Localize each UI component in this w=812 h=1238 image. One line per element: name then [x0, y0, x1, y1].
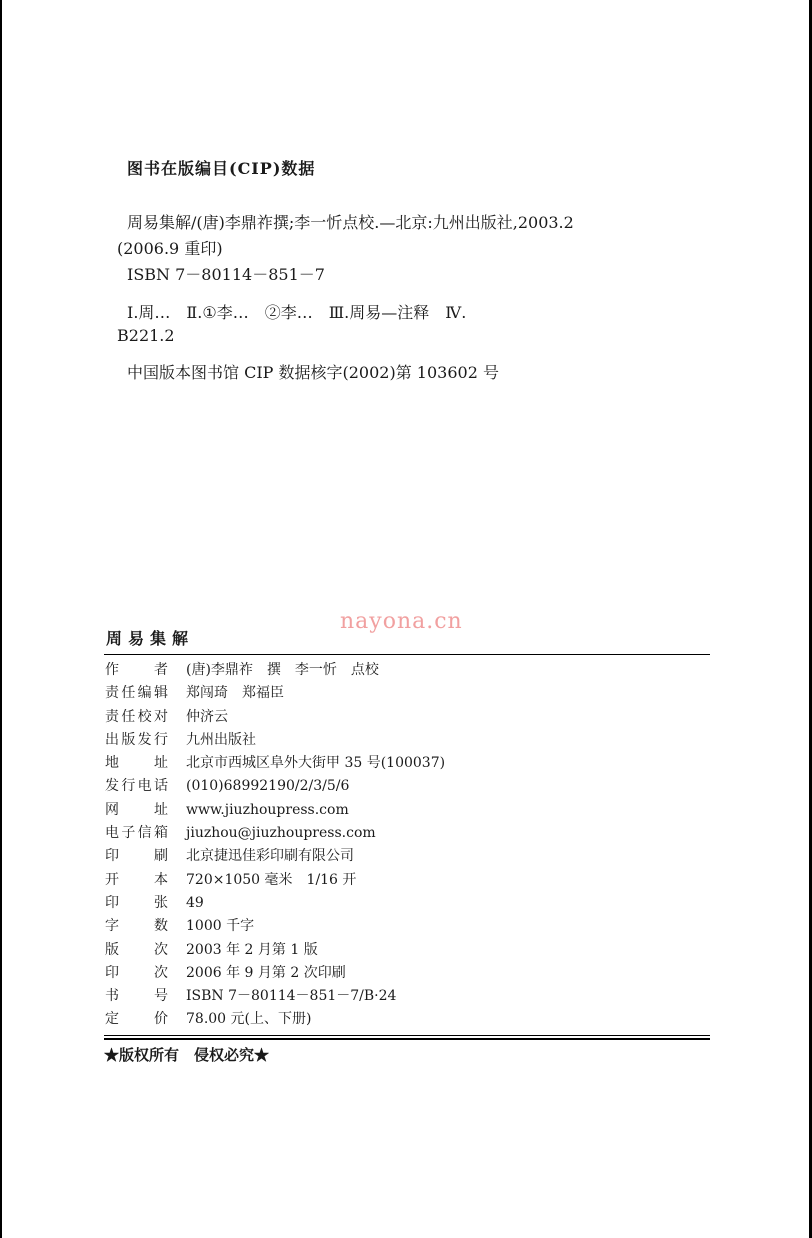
info-row-sheets [105, 892, 705, 915]
info-value: 2006 年 9 月第 2 次印刷 [186, 964, 346, 981]
info-label: 责任校对 [105, 708, 168, 725]
copyright-notice: ★版权所有 侵权必究★ [104, 1046, 270, 1064]
info-row-book-number [105, 985, 705, 1008]
info-row-website [105, 799, 705, 822]
info-value: ISBN 7－80114－851－7/B·24 [186, 988, 397, 1005]
info-label: 印次 [105, 964, 168, 981]
info-value: 49 [186, 894, 204, 911]
info-label: 定价 [105, 1011, 168, 1028]
info-row-word-count [105, 915, 705, 938]
info-row-printer [105, 845, 705, 868]
info-value: jiuzhou@jiuzhoupress.com [186, 825, 376, 842]
info-value: (唐)李鼎祚 撰 李一忻 点校 [186, 662, 379, 678]
info-row-format [105, 869, 705, 892]
info-value: 北京市西城区阜外大街甲 35 号(100037) [186, 755, 446, 772]
info-value: 郑闯琦 郑福臣 [186, 685, 284, 702]
info-label: 电子信箱 [105, 825, 168, 842]
divider-top [104, 654, 710, 655]
cip-classification: B221.2 [117, 326, 175, 345]
info-label: 书号 [105, 988, 168, 1005]
info-row-proofreader [105, 706, 705, 729]
page-border-left [0, 0, 2, 1238]
cip-subjects: Ⅰ.周… Ⅱ.①李… ②李… Ⅲ.周易—注释 Ⅳ. [127, 303, 467, 322]
info-row-edition [105, 939, 705, 962]
info-value: 1000 千字 [186, 918, 255, 935]
cip-line-2: (2006.9 重印) [117, 239, 223, 258]
info-row-email [105, 822, 705, 845]
info-value: 78.00 元(上、下册) [186, 1011, 312, 1028]
info-label: 地址 [105, 755, 168, 772]
book-title: 周易集解 [106, 629, 195, 648]
info-label: 字数 [105, 918, 168, 935]
info-label: 作者 [105, 662, 168, 678]
cip-title: 图书在版编目(CIP)数据 [127, 159, 316, 178]
info-row-editor [105, 682, 705, 705]
info-row-phone [105, 775, 705, 798]
info-label: 版次 [105, 941, 168, 958]
info-row-address [105, 752, 705, 775]
info-row-printing [105, 962, 705, 985]
info-label: 出版发行 [105, 731, 168, 748]
watermark: nayona.cn [340, 609, 463, 634]
info-row-author [105, 659, 705, 682]
info-value: 九州出版社 [186, 731, 256, 748]
info-label: 责任编辑 [105, 685, 168, 702]
info-value: www.jiuzhoupress.com [186, 801, 349, 818]
info-label: 印刷 [105, 848, 168, 865]
info-label: 网址 [105, 801, 168, 818]
cip-record-number: 中国版本图书馆 CIP 数据核字(2002)第 103602 号 [127, 363, 499, 382]
cip-isbn: ISBN 7－80114－851－7 [127, 265, 325, 284]
cip-line-1: 周易集解/(唐)李鼎祚撰;李一忻点校.—北京:九州出版社,2003.2 [127, 213, 574, 232]
info-label: 开本 [105, 871, 168, 888]
divider-bottom [104, 1035, 710, 1036]
info-value: 北京捷迅佳彩印刷有限公司 [186, 848, 354, 865]
info-value: 720×1050 毫米 1/16 开 [186, 871, 357, 888]
info-row-price [105, 1008, 705, 1031]
info-label: 印张 [105, 894, 168, 911]
info-label: 发行电话 [105, 778, 168, 795]
info-value: (010)68992190/2/3/5/6 [186, 778, 350, 795]
info-row-publisher [105, 729, 705, 752]
info-value: 2003 年 2 月第 1 版 [186, 941, 318, 958]
info-value: 仲济云 [186, 708, 228, 725]
publication-info-table [105, 659, 705, 1032]
divider-bottom-thick [104, 1038, 710, 1040]
